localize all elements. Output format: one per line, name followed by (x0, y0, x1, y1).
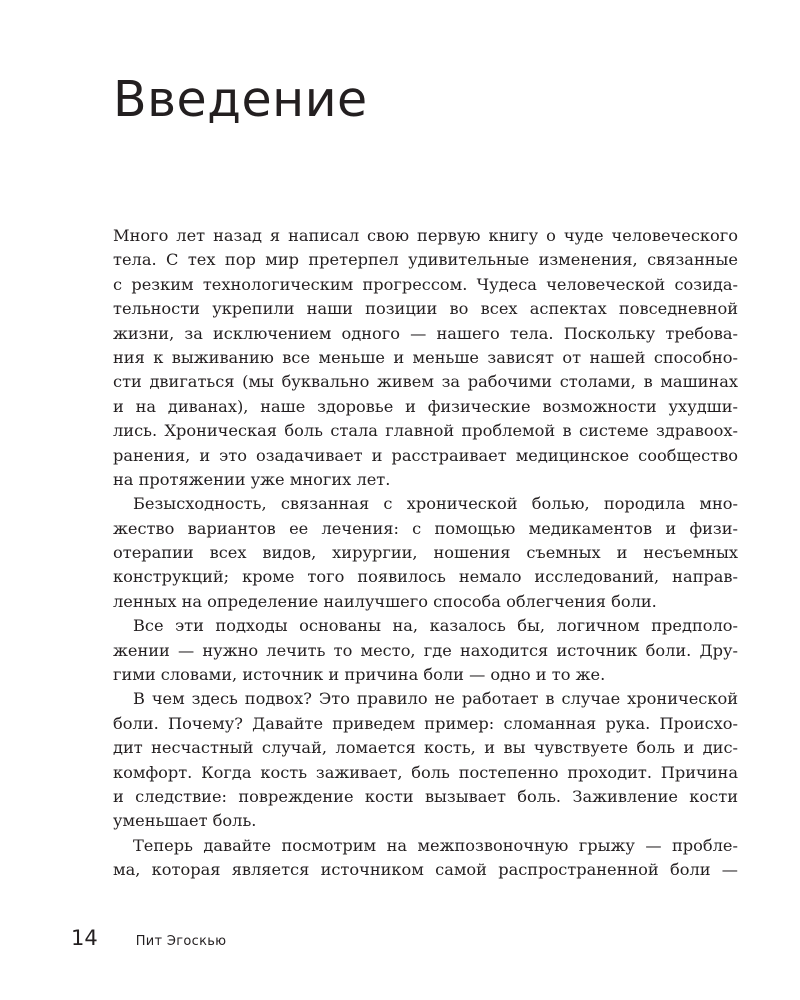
text-line: боли. Почему? Давайте приведем пример: сломанная рука. Происхо- (113, 713, 738, 733)
text-line: Все эти подходы основаны на, казалось бы, логичном предполо- (133, 616, 738, 636)
text-line: Теперь давайте посмотрим на межпозвоночную грыжу — пробле- (133, 835, 738, 855)
paragraph-2 (113, 492, 738, 614)
text-line: ния к выживанию все меньше и меньше зависят от нашей способно- (113, 347, 738, 367)
text-line: тельности укрепили наши позиции во всех аспектах повседневной (113, 299, 738, 319)
text-line: ленных на определение наилучшего способа облегчения боли. (113, 591, 657, 611)
text-line: жении — нужно лечить то место, где находится источник боли. Дру- (113, 640, 738, 660)
text-line: и следствие: повреждение кости вызывает боль. Заживление кости (113, 786, 738, 806)
text-line: жизни, за исключением одного — нашего тела. Поскольку требова- (113, 323, 738, 343)
paragraph-1 (113, 224, 738, 492)
text-line: тела. С тех пор мир претерпел удивительные изменения, связанные (113, 250, 738, 270)
page-footer (71, 926, 226, 956)
paragraph-4 (113, 687, 738, 833)
paragraph-3 (113, 614, 738, 687)
text-line: уменьшает боль. (113, 811, 257, 831)
text-line: жество вариантов ее лечения: с помощью медикаментов и физи- (113, 518, 738, 538)
paragraph-5 (113, 834, 738, 883)
text-line: ма, которая является источником самой распространенной боли — (113, 860, 738, 880)
text-line: конструкций; кроме того появилось немало исследований, направ- (113, 567, 738, 587)
body-text (113, 224, 738, 883)
text-line: комфорт. Когда кость заживает, боль постепенно проходит. Причина (113, 762, 738, 782)
text-line: лись. Хроническая боль стала главной проблемой в системе здравоох- (113, 421, 738, 441)
text-line: Много лет назад я написал свою первую книгу о чуде человеческого (113, 226, 738, 245)
text-line: сти двигаться (мы буквально живем за рабочими столами, в машинах (113, 372, 738, 392)
page-number: 14 (71, 926, 98, 950)
text-line: с резким технологическим прогрессом. Чудеса человеческой созида- (113, 274, 738, 294)
text-line: ранения, и это озадачивает и расстраивает медицинское сообщество (113, 445, 738, 465)
chapter-title: Введение (113, 71, 368, 128)
text-line: гими словами, источник и причина боли — одно и то же. (113, 665, 606, 685)
text-line: В чем здесь подвох? Это правило не работает в случае хронической (133, 689, 738, 709)
text-line: Безысходность, связанная с хронической болью, породила мно- (133, 494, 738, 514)
text-line: дит несчастный случай, ломается кость, и вы чувствуете боль и дис- (113, 738, 738, 758)
text-line: отерапии всех видов, хирургии, ношения съемных и несъемных (113, 543, 738, 563)
running-head-author: Пит Эгоскью (135, 934, 227, 949)
text-line: и на диванах), наше здоровье и физические возможности ухудши- (113, 396, 738, 416)
text-line: на протяжении уже многих лет. (113, 469, 391, 489)
